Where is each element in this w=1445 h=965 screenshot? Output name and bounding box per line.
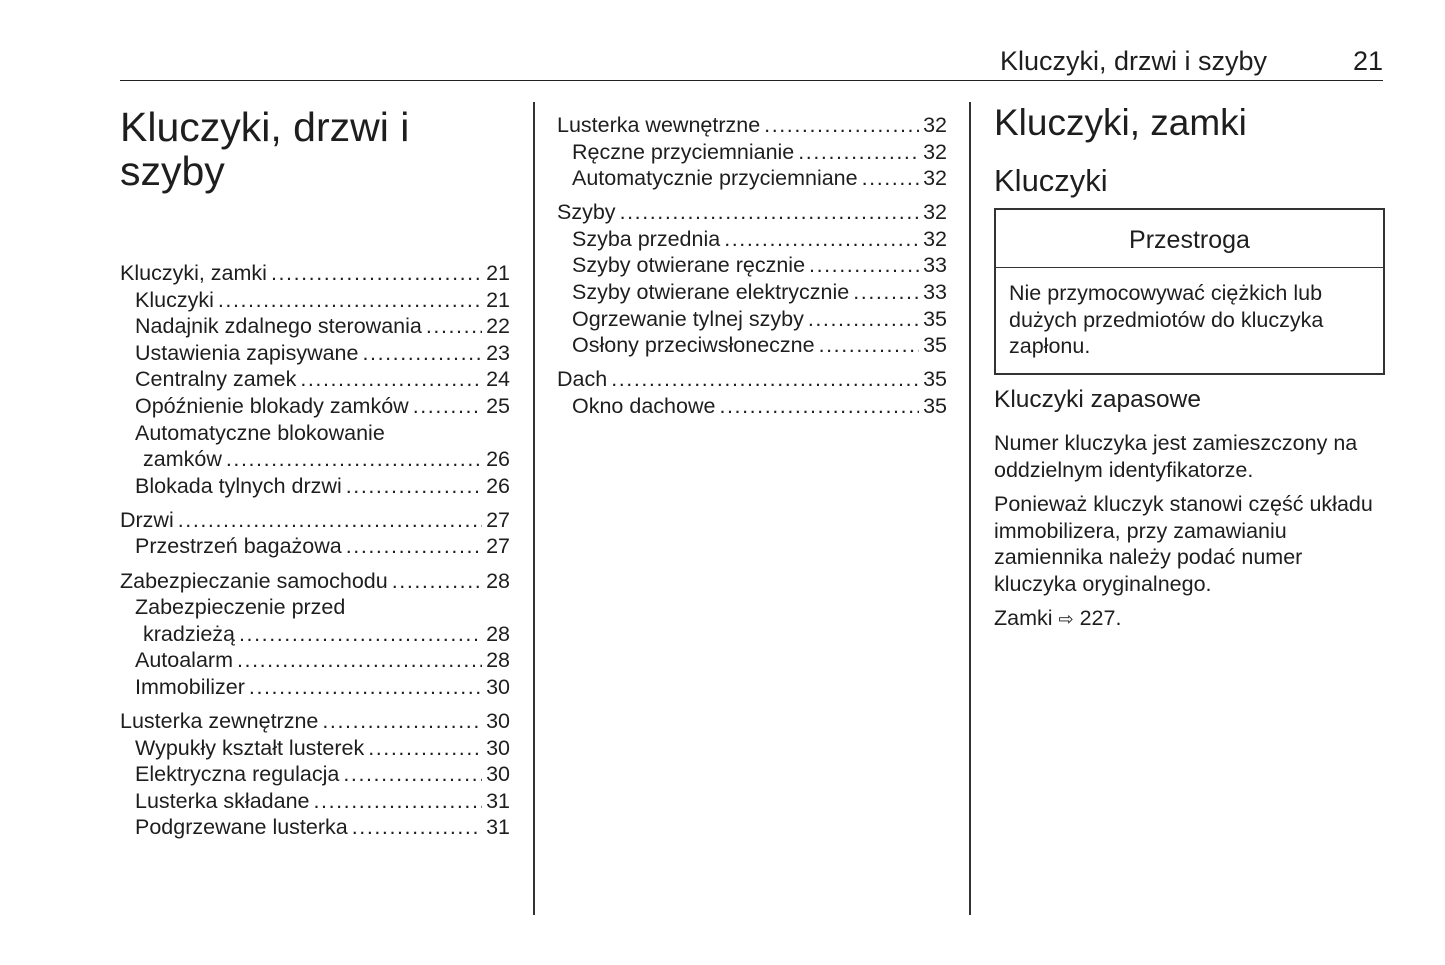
dot-leader xyxy=(809,252,919,279)
toc-entry-page: 30 xyxy=(486,762,510,787)
toc-entry[interactable] xyxy=(120,507,510,534)
toc-entry[interactable] xyxy=(120,340,510,367)
toc-entry[interactable] xyxy=(120,473,510,500)
section-heading: Kluczyki, zamki xyxy=(994,102,1247,143)
toc-entry-label: Lusterka wewnętrzne xyxy=(557,113,761,137)
page-number: 21 xyxy=(1352,46,1383,76)
toc-entry-label: Ustawienia zapisywane xyxy=(135,340,359,365)
toc-entry-page: 30 xyxy=(486,735,510,760)
dot-leader xyxy=(300,366,482,393)
toc-entry-label: Wypukły kształt lusterek xyxy=(135,735,365,760)
toc-entry-page: 31 xyxy=(486,815,510,840)
dot-leader xyxy=(271,260,482,287)
toc-entry[interactable] xyxy=(557,306,947,333)
running-header xyxy=(120,44,1383,81)
toc-entry-label: Szyby xyxy=(557,200,616,225)
table-of-contents-left xyxy=(120,260,510,841)
dot-leader xyxy=(808,306,919,333)
toc-entry-label: Szyby otwierane elektrycznie xyxy=(572,280,850,305)
arrow-right-icon: ⇨ xyxy=(1058,609,1074,629)
toc-entry[interactable] xyxy=(120,533,510,560)
cross-reference-page[interactable]: 227. xyxy=(1079,606,1122,630)
toc-entry[interactable] xyxy=(557,199,947,226)
toc-entry-page: 28 xyxy=(486,568,510,593)
dot-leader xyxy=(611,366,919,393)
toc-entry[interactable] xyxy=(557,112,947,139)
dot-leader xyxy=(764,112,919,139)
chapter-title-block xyxy=(120,105,510,193)
toc-entry-label: Elektryczna regulacja xyxy=(135,762,340,787)
toc-entry-page: 21 xyxy=(486,261,510,285)
dot-leader xyxy=(719,393,919,420)
toc-entry-page: 32 xyxy=(923,139,947,164)
toc-entry-page: 21 xyxy=(486,287,510,312)
toc-entry[interactable] xyxy=(120,708,510,735)
toc-entry[interactable] xyxy=(557,366,947,393)
toc-entry-page: 25 xyxy=(486,393,510,418)
toc-entry[interactable] xyxy=(120,735,510,762)
toc-entry-label: Dach xyxy=(557,367,608,392)
dot-leader xyxy=(352,814,482,841)
dot-leader xyxy=(413,393,482,420)
toc-entry-label: Ręczne przyciemnianie xyxy=(572,139,795,164)
toc-entry-page: 32 xyxy=(923,113,947,137)
toc-entry-page: 33 xyxy=(923,280,947,305)
toc-entry-line[interactable] xyxy=(120,420,510,447)
dot-leader xyxy=(226,446,482,473)
toc-entry-label: Centralny zamek xyxy=(135,367,297,392)
toc-entry-label: Automatyczne blokowanie xyxy=(135,420,385,445)
dot-leader xyxy=(178,507,482,534)
toc-entry-label: Przestrzeń bagażowa xyxy=(135,534,342,559)
toc-entry-label: Kluczyki, zamki xyxy=(120,261,267,285)
table-of-contents-middle xyxy=(557,112,947,420)
dot-leader xyxy=(724,226,919,253)
toc-entry-label: Podgrzewane lusterka xyxy=(135,815,348,840)
toc-entry-page: 28 xyxy=(486,621,510,646)
toc-entry[interactable] xyxy=(120,647,510,674)
dot-leader xyxy=(819,332,919,359)
toc-entry-page: 31 xyxy=(486,788,510,813)
toc-entry-label: Szyba przednia xyxy=(572,226,721,251)
toc-entry-page: 23 xyxy=(486,340,510,365)
toc-entry[interactable] xyxy=(557,252,947,279)
toc-entry-label: Automatycznie przyciemniane xyxy=(572,166,858,191)
dot-leader xyxy=(620,199,920,226)
toc-entry-page: 35 xyxy=(923,333,947,358)
toc-entry-line[interactable] xyxy=(120,594,510,621)
toc-entry-page: 33 xyxy=(923,253,947,278)
dot-leader xyxy=(249,674,482,701)
toc-entry-page: 30 xyxy=(486,674,510,699)
dot-leader xyxy=(322,708,482,735)
toc-entry[interactable] xyxy=(120,788,510,815)
running-header-title: Kluczyki, drzwi i szyby xyxy=(999,46,1267,76)
caution-box xyxy=(994,208,1385,375)
toc-entry-label: Lusterka składane xyxy=(135,788,310,813)
toc-entry[interactable] xyxy=(120,814,510,841)
toc-entry[interactable] xyxy=(120,674,510,701)
toc-entry[interactable] xyxy=(120,287,510,314)
dot-leader xyxy=(314,788,483,815)
toc-entry-page: 35 xyxy=(923,393,947,418)
toc-entry-page: 27 xyxy=(486,534,510,559)
toc-entry[interactable] xyxy=(120,621,510,648)
toc-entry-label: Ogrzewanie tylnej szyby xyxy=(572,306,804,331)
paragraph: Ponieważ kluczyk stanowi część układu immobilizera, przy zamawianiu zamiennika należy podać numer kluczyka oryginalnego. xyxy=(994,492,1373,596)
toc-entry-page: 28 xyxy=(486,648,510,673)
toc-entry[interactable] xyxy=(120,393,510,420)
toc-entry-label: Drzwi xyxy=(120,507,174,532)
toc-entry[interactable] xyxy=(557,279,947,306)
column-divider xyxy=(533,102,535,915)
toc-entry-page: 30 xyxy=(486,709,510,733)
cross-reference-label: Zamki xyxy=(994,606,1053,630)
toc-entry-page: 22 xyxy=(486,314,510,339)
toc-entry-label: Opóźnienie blokady zamków xyxy=(135,393,409,418)
toc-entry[interactable] xyxy=(120,260,510,287)
toc-entry[interactable] xyxy=(120,446,510,473)
dot-leader xyxy=(368,735,482,762)
dot-leader xyxy=(239,621,482,648)
dot-leader xyxy=(392,568,482,595)
toc-entry[interactable] xyxy=(557,139,947,166)
chapter-title: Kluczyki, drzwi i szyby xyxy=(120,104,410,194)
dot-leader xyxy=(426,313,482,340)
toc-entry-label: Zabezpieczenie przed xyxy=(135,595,346,620)
toc-entry-label: Blokada tylnych drzwi xyxy=(135,473,342,498)
dot-leader xyxy=(346,473,482,500)
toc-entry[interactable] xyxy=(557,165,947,192)
toc-entry-label: Nadajnik zdalnego sterowania xyxy=(135,314,422,339)
toc-entry-page: 32 xyxy=(923,226,947,251)
toc-entry[interactable] xyxy=(557,226,947,253)
dot-leader xyxy=(862,165,919,192)
dot-leader xyxy=(346,533,482,560)
toc-entry[interactable] xyxy=(120,761,510,788)
toc-entry[interactable] xyxy=(120,366,510,393)
toc-entry-label: Kluczyki xyxy=(135,287,214,312)
toc-entry[interactable] xyxy=(120,568,510,595)
toc-entry-label: Okno dachowe xyxy=(572,393,716,418)
dot-leader xyxy=(798,139,919,166)
paragraph: Numer kluczyka jest zamieszczony na oddzielnym identyfikatorze. xyxy=(994,431,1358,482)
toc-entry[interactable] xyxy=(557,332,947,359)
caution-text: Nie przymocowywać ciężkich lub dużych przedmiotów do kluczyka zapłonu. xyxy=(1009,281,1324,359)
caution-title: Przestroga xyxy=(996,210,1383,268)
dot-leader xyxy=(237,647,482,674)
dot-leader xyxy=(218,287,482,314)
toc-entry[interactable] xyxy=(557,393,947,420)
toc-entry-label: Zabezpieczanie samochodu xyxy=(120,568,388,593)
toc-entry-label: kradzieżą xyxy=(143,621,236,646)
sub-subsection-heading: Kluczyki zapasowe xyxy=(994,386,1201,413)
dot-leader xyxy=(362,340,482,367)
toc-entry-page: 24 xyxy=(486,367,510,392)
toc-entry-page: 35 xyxy=(923,306,947,331)
subsection-heading: Kluczyki xyxy=(994,163,1108,198)
dot-leader xyxy=(343,761,482,788)
toc-entry-label: Lusterka zewnętrzne xyxy=(120,709,319,733)
toc-entry-label: Szyby otwierane ręcznie xyxy=(572,253,806,278)
toc-entry-label: Autoalarm xyxy=(135,648,233,673)
toc-entry-page: 32 xyxy=(923,200,947,225)
toc-entry-label: zamków xyxy=(143,447,222,472)
toc-entry-label: Immobilizer xyxy=(135,674,245,699)
dot-leader xyxy=(853,279,919,306)
toc-entry-page: 27 xyxy=(486,507,510,532)
toc-entry-page: 26 xyxy=(486,473,510,498)
toc-entry-page: 35 xyxy=(923,367,947,392)
column-divider xyxy=(969,102,971,915)
toc-entry-page: 26 xyxy=(486,447,510,472)
toc-entry-label: Osłony przeciwsłoneczne xyxy=(572,333,815,358)
toc-entry[interactable] xyxy=(120,313,510,340)
toc-entry-page: 32 xyxy=(923,166,947,191)
cross-reference xyxy=(994,605,1389,633)
